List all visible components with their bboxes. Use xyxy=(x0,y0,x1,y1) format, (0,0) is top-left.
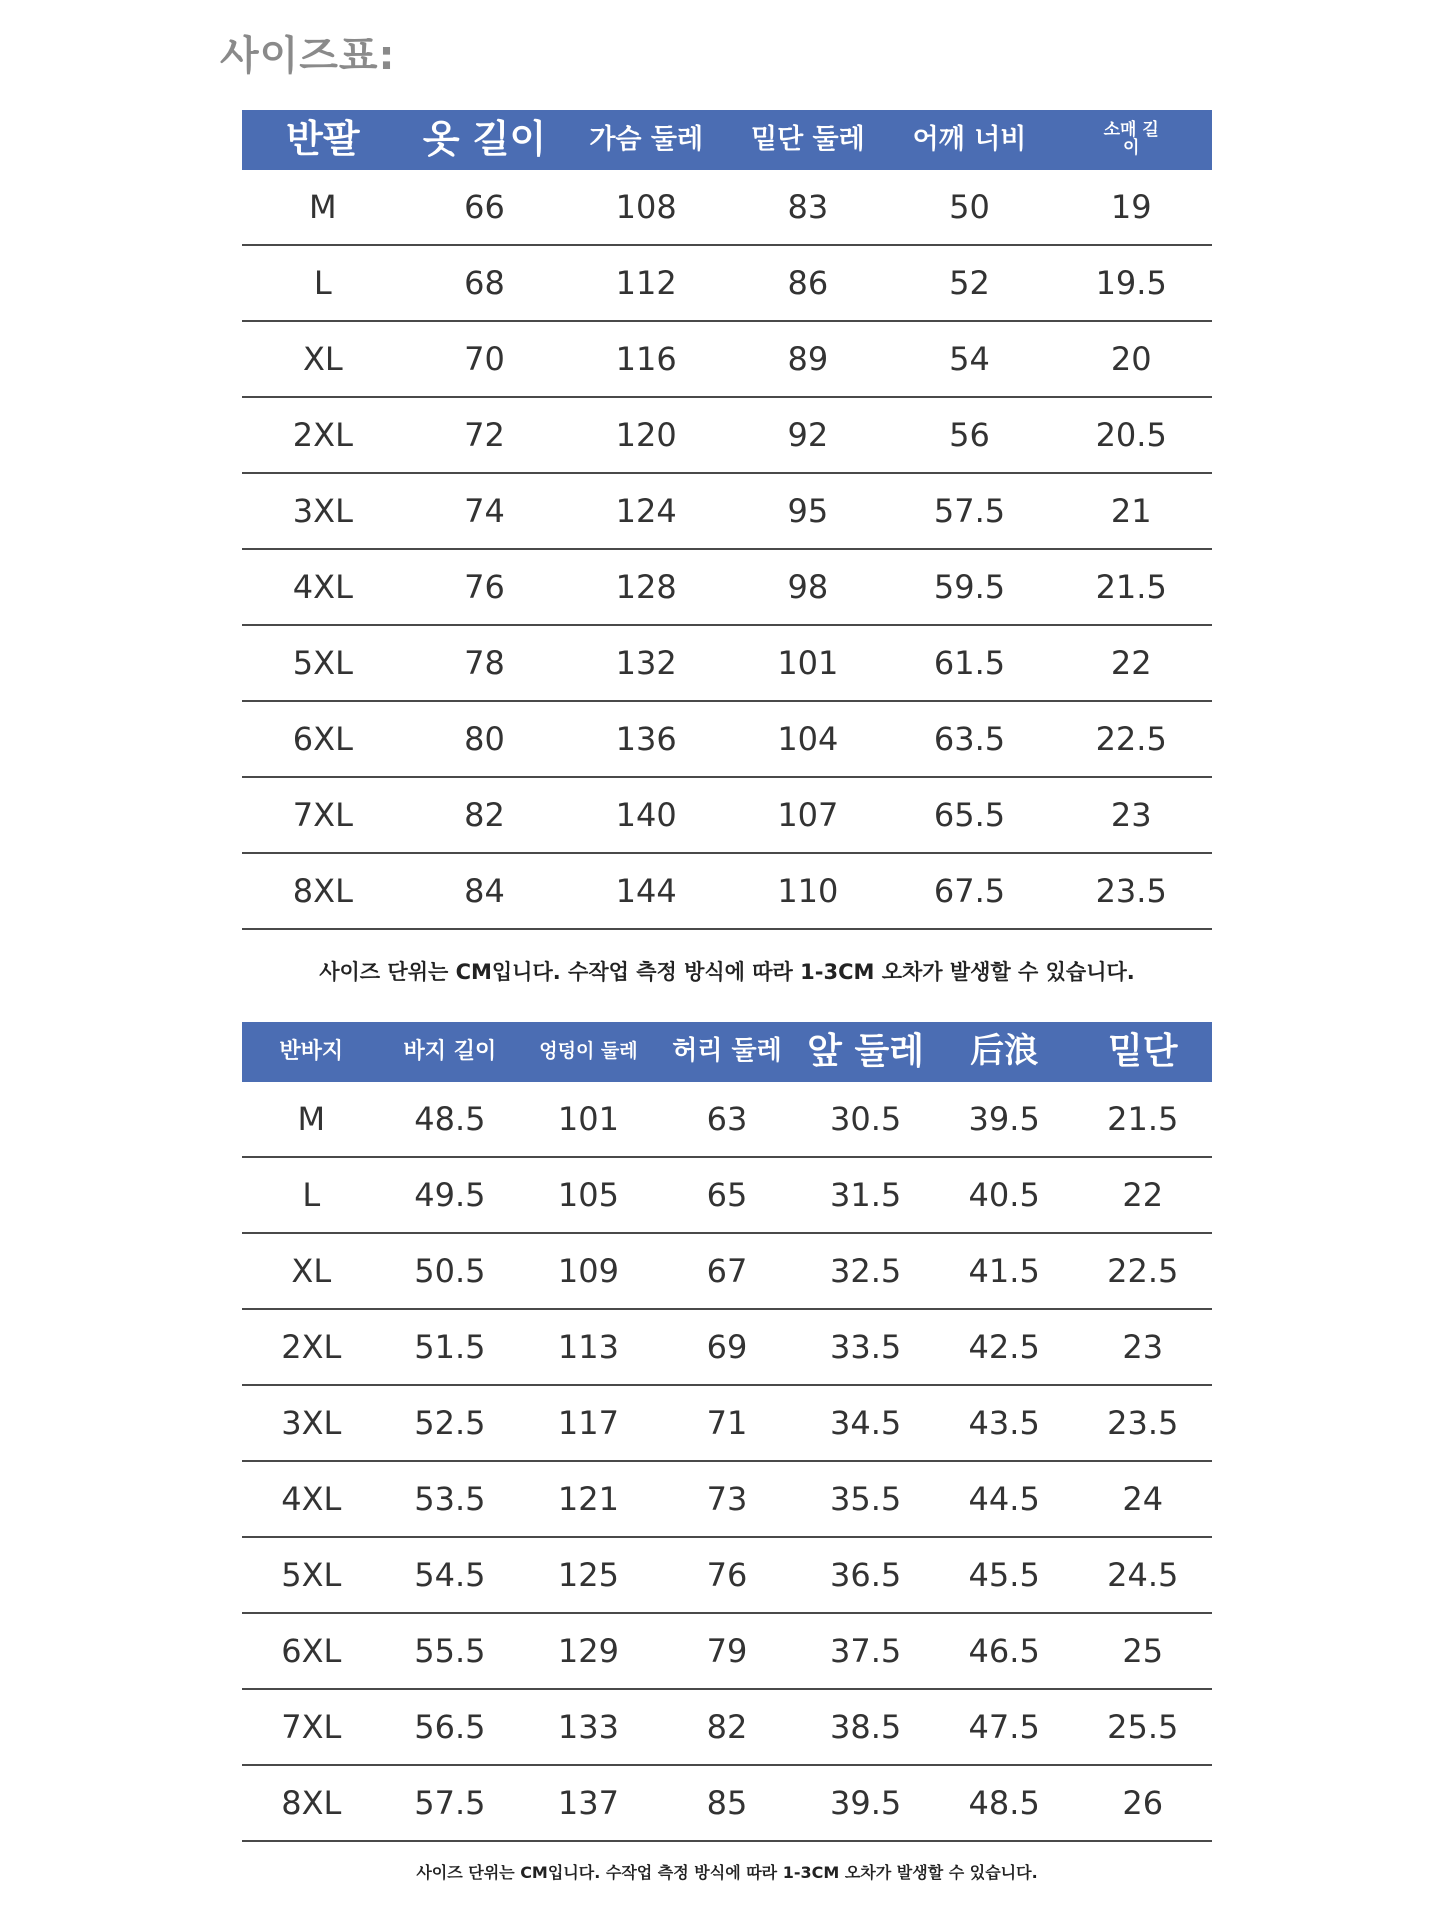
table-cell: 116 xyxy=(615,340,677,378)
size-label: 8XL xyxy=(281,1784,342,1822)
header-cell: 밑단 xyxy=(1107,1031,1178,1073)
table-cell: 46.5 xyxy=(968,1632,1040,1670)
size-label: 4XL xyxy=(292,568,353,606)
size-label: 7XL xyxy=(281,1708,342,1746)
header-cell: 앞 둘레 xyxy=(807,1031,925,1073)
size-label: 2XL xyxy=(281,1328,342,1366)
table-cell: 101 xyxy=(777,644,839,682)
table-cell: 140 xyxy=(615,796,677,834)
table-row xyxy=(242,1766,1212,1842)
table-cell: 79 xyxy=(706,1632,748,1670)
table-cell: 69 xyxy=(706,1328,748,1366)
table-cell: 70 xyxy=(464,340,505,378)
table-cell: 36.5 xyxy=(829,1556,902,1594)
table-cell: 61.5 xyxy=(933,644,1006,682)
tops-table-header xyxy=(242,110,1212,170)
table-cell: 21 xyxy=(1110,492,1152,530)
table-cell: 67.5 xyxy=(933,872,1006,910)
table-cell: 112 xyxy=(615,264,677,302)
table-cell: 136 xyxy=(615,720,677,758)
page-title: 사이즈표: xyxy=(220,33,396,79)
table-cell: 109 xyxy=(557,1252,619,1290)
table-row xyxy=(242,1538,1212,1614)
table-cell: 22 xyxy=(1122,1176,1164,1214)
size-label: 2XL xyxy=(292,416,353,454)
table-row xyxy=(242,474,1212,550)
table-cell: 59.5 xyxy=(933,568,1006,606)
table-cell: 51.5 xyxy=(414,1328,486,1366)
table-cell: 121 xyxy=(557,1480,619,1518)
table-cell: 120 xyxy=(615,416,677,454)
table-cell: 76 xyxy=(706,1556,748,1594)
header-cell: 반바지 xyxy=(279,1039,344,1065)
table-row xyxy=(242,1690,1212,1766)
table-cell: 52 xyxy=(949,264,990,302)
table-cell: 72 xyxy=(464,416,505,454)
size-label: 5XL xyxy=(281,1556,342,1594)
table-cell: 20.5 xyxy=(1095,416,1167,454)
shorts-size-table xyxy=(242,1022,1212,1842)
size-label: XL xyxy=(291,1252,332,1290)
table-cell: 20 xyxy=(1110,340,1152,378)
header-cell: 반팔 xyxy=(286,117,360,162)
table-cell: 25.5 xyxy=(1107,1708,1179,1746)
table-cell: 137 xyxy=(557,1784,619,1822)
table-cell: 110 xyxy=(777,872,839,910)
tops-size-table xyxy=(242,110,1212,930)
size-label: XL xyxy=(302,340,343,378)
table-cell: 65.5 xyxy=(933,796,1006,834)
table-cell: 30.5 xyxy=(829,1100,902,1138)
table-row xyxy=(242,1614,1212,1690)
table-cell: 85 xyxy=(706,1784,748,1822)
header-cell: 바지 길이 xyxy=(403,1039,497,1065)
size-note: 사이즈 단위는 CM입니다. 수작업 측정 방식에 따라 1-3CM 오차가 발생할 수 있습니다. xyxy=(319,960,1135,984)
size-label: 6XL xyxy=(281,1632,342,1670)
header-cell: 어깨 너비 xyxy=(912,123,1027,155)
table-cell: 55.5 xyxy=(414,1632,486,1670)
header-cell xyxy=(1050,122,1212,158)
table-cell: 101 xyxy=(557,1100,619,1138)
table-row xyxy=(242,322,1212,398)
table-cell: 48.5 xyxy=(414,1100,486,1138)
table-cell: 47.5 xyxy=(968,1708,1040,1746)
tops-table-body xyxy=(242,170,1212,930)
table-cell: 19.5 xyxy=(1095,264,1167,302)
table-cell: 25 xyxy=(1122,1632,1164,1670)
table-cell: 74 xyxy=(464,492,505,530)
table-cell: 113 xyxy=(557,1328,619,1366)
size-label: L xyxy=(313,264,332,302)
header-cell: 허리 둘레 xyxy=(672,1036,782,1067)
table-cell: 83 xyxy=(787,188,829,226)
size-label: 8XL xyxy=(292,872,353,910)
table-cell: 86 xyxy=(787,264,829,302)
table-cell: 43.5 xyxy=(968,1404,1040,1442)
table-cell: 21.5 xyxy=(1107,1100,1179,1138)
table-cell: 63 xyxy=(706,1100,748,1138)
table-cell: 78 xyxy=(464,644,505,682)
size-label: 7XL xyxy=(292,796,353,834)
table-row xyxy=(242,854,1212,930)
table-cell: 50 xyxy=(949,188,990,226)
size-label: L xyxy=(302,1176,321,1214)
table-row xyxy=(242,246,1212,322)
table-row xyxy=(242,626,1212,702)
header-cell: 가슴 둘레 xyxy=(589,123,704,155)
table-cell: 40.5 xyxy=(968,1176,1040,1214)
table-cell: 24 xyxy=(1122,1480,1164,1518)
table-cell: 98 xyxy=(787,568,829,606)
table-cell: 95 xyxy=(787,492,829,530)
table-cell: 71 xyxy=(706,1404,748,1442)
table-cell: 26 xyxy=(1122,1784,1164,1822)
table-cell: 73 xyxy=(706,1480,748,1518)
table-cell: 66 xyxy=(464,188,505,226)
table-cell: 39.5 xyxy=(968,1100,1040,1138)
shorts-table-header xyxy=(242,1022,1212,1082)
header-cell: 后浪 xyxy=(970,1031,1039,1072)
table-row xyxy=(242,778,1212,854)
table-cell: 39.5 xyxy=(829,1784,902,1822)
table-cell: 31.5 xyxy=(829,1176,902,1214)
table-cell: 132 xyxy=(615,644,677,682)
table-cell: 76 xyxy=(464,568,505,606)
table-cell: 82 xyxy=(464,796,505,834)
table-cell: 108 xyxy=(615,188,677,226)
table-cell: 22.5 xyxy=(1095,720,1167,758)
table-cell: 57.5 xyxy=(414,1784,486,1822)
table-cell: 128 xyxy=(615,568,677,606)
table-cell: 53.5 xyxy=(414,1480,486,1518)
table-cell: 23 xyxy=(1122,1328,1164,1366)
size-label: 6XL xyxy=(292,720,353,758)
table-cell: 65 xyxy=(706,1176,748,1214)
table-cell: 45.5 xyxy=(968,1556,1040,1594)
table-cell: 50.5 xyxy=(414,1252,486,1290)
table-cell: 133 xyxy=(557,1708,619,1746)
table-cell: 24.5 xyxy=(1107,1556,1179,1594)
table-row xyxy=(242,1082,1212,1158)
table-cell: 125 xyxy=(557,1556,619,1594)
table-cell: 35.5 xyxy=(829,1480,902,1518)
table-cell: 82 xyxy=(706,1708,748,1746)
table-cell: 54.5 xyxy=(414,1556,486,1594)
table-cell: 68 xyxy=(464,264,505,302)
table-row xyxy=(242,1310,1212,1386)
table-cell: 34.5 xyxy=(829,1404,902,1442)
table-cell: 67 xyxy=(706,1252,748,1290)
size-label: 5XL xyxy=(292,644,353,682)
table-cell: 89 xyxy=(787,340,829,378)
table-cell: 63.5 xyxy=(933,720,1006,758)
table-row xyxy=(242,702,1212,778)
size-label: 3XL xyxy=(281,1404,342,1442)
table-cell: 22 xyxy=(1110,644,1152,682)
table-row xyxy=(242,1462,1212,1538)
table-cell: 33.5 xyxy=(829,1328,902,1366)
table-cell: 42.5 xyxy=(968,1328,1040,1366)
table-cell: 107 xyxy=(777,796,839,834)
size-label: 4XL xyxy=(281,1480,342,1518)
table-cell: 84 xyxy=(464,872,505,910)
table-cell: 23.5 xyxy=(1095,872,1167,910)
table-cell: 56 xyxy=(949,416,990,454)
table-cell: 124 xyxy=(615,492,677,530)
size-note: 사이즈 단위는 CM입니다. 수작업 측정 방식에 따라 1-3CM 오차가 발생할 수 있습니다. xyxy=(416,1863,1038,1882)
table-cell: 44.5 xyxy=(968,1480,1040,1518)
table-cell: 23 xyxy=(1110,796,1152,834)
table-cell: 49.5 xyxy=(414,1176,486,1214)
table-row xyxy=(242,1386,1212,1462)
header-cell-text: 소매 길이 xyxy=(1103,120,1159,158)
table-cell: 129 xyxy=(557,1632,619,1670)
table-cell: 80 xyxy=(464,720,505,758)
table-cell: 48.5 xyxy=(968,1784,1040,1822)
table-cell: 21.5 xyxy=(1095,568,1167,606)
table-cell: 117 xyxy=(557,1404,619,1442)
table-row xyxy=(242,170,1212,246)
table-cell: 54 xyxy=(949,340,990,378)
table-cell: 52.5 xyxy=(414,1404,486,1442)
table-cell: 105 xyxy=(557,1176,619,1214)
table-row xyxy=(242,398,1212,474)
size-label: M xyxy=(297,1100,326,1138)
shorts-table-body xyxy=(242,1082,1212,1842)
table-cell: 38.5 xyxy=(829,1708,902,1746)
header-cell: 엉덩이 둘레 xyxy=(539,1040,638,1063)
header-cell: 밑단 둘레 xyxy=(750,123,865,155)
table-cell: 19 xyxy=(1110,188,1152,226)
table-row xyxy=(242,1234,1212,1310)
table-cell: 92 xyxy=(787,416,829,454)
size-label: M xyxy=(309,188,337,226)
size-label: 3XL xyxy=(292,492,353,530)
header-cell: 옷 길이 xyxy=(422,117,547,162)
table-cell: 104 xyxy=(777,720,839,758)
table-cell: 22.5 xyxy=(1107,1252,1179,1290)
table-cell: 144 xyxy=(615,872,677,910)
table-cell: 41.5 xyxy=(968,1252,1040,1290)
table-cell: 56.5 xyxy=(414,1708,486,1746)
table-cell: 57.5 xyxy=(933,492,1006,530)
table-cell: 32.5 xyxy=(829,1252,902,1290)
table-row xyxy=(242,1158,1212,1234)
table-cell: 37.5 xyxy=(829,1632,902,1670)
table-row xyxy=(242,550,1212,626)
table-cell: 23.5 xyxy=(1107,1404,1179,1442)
